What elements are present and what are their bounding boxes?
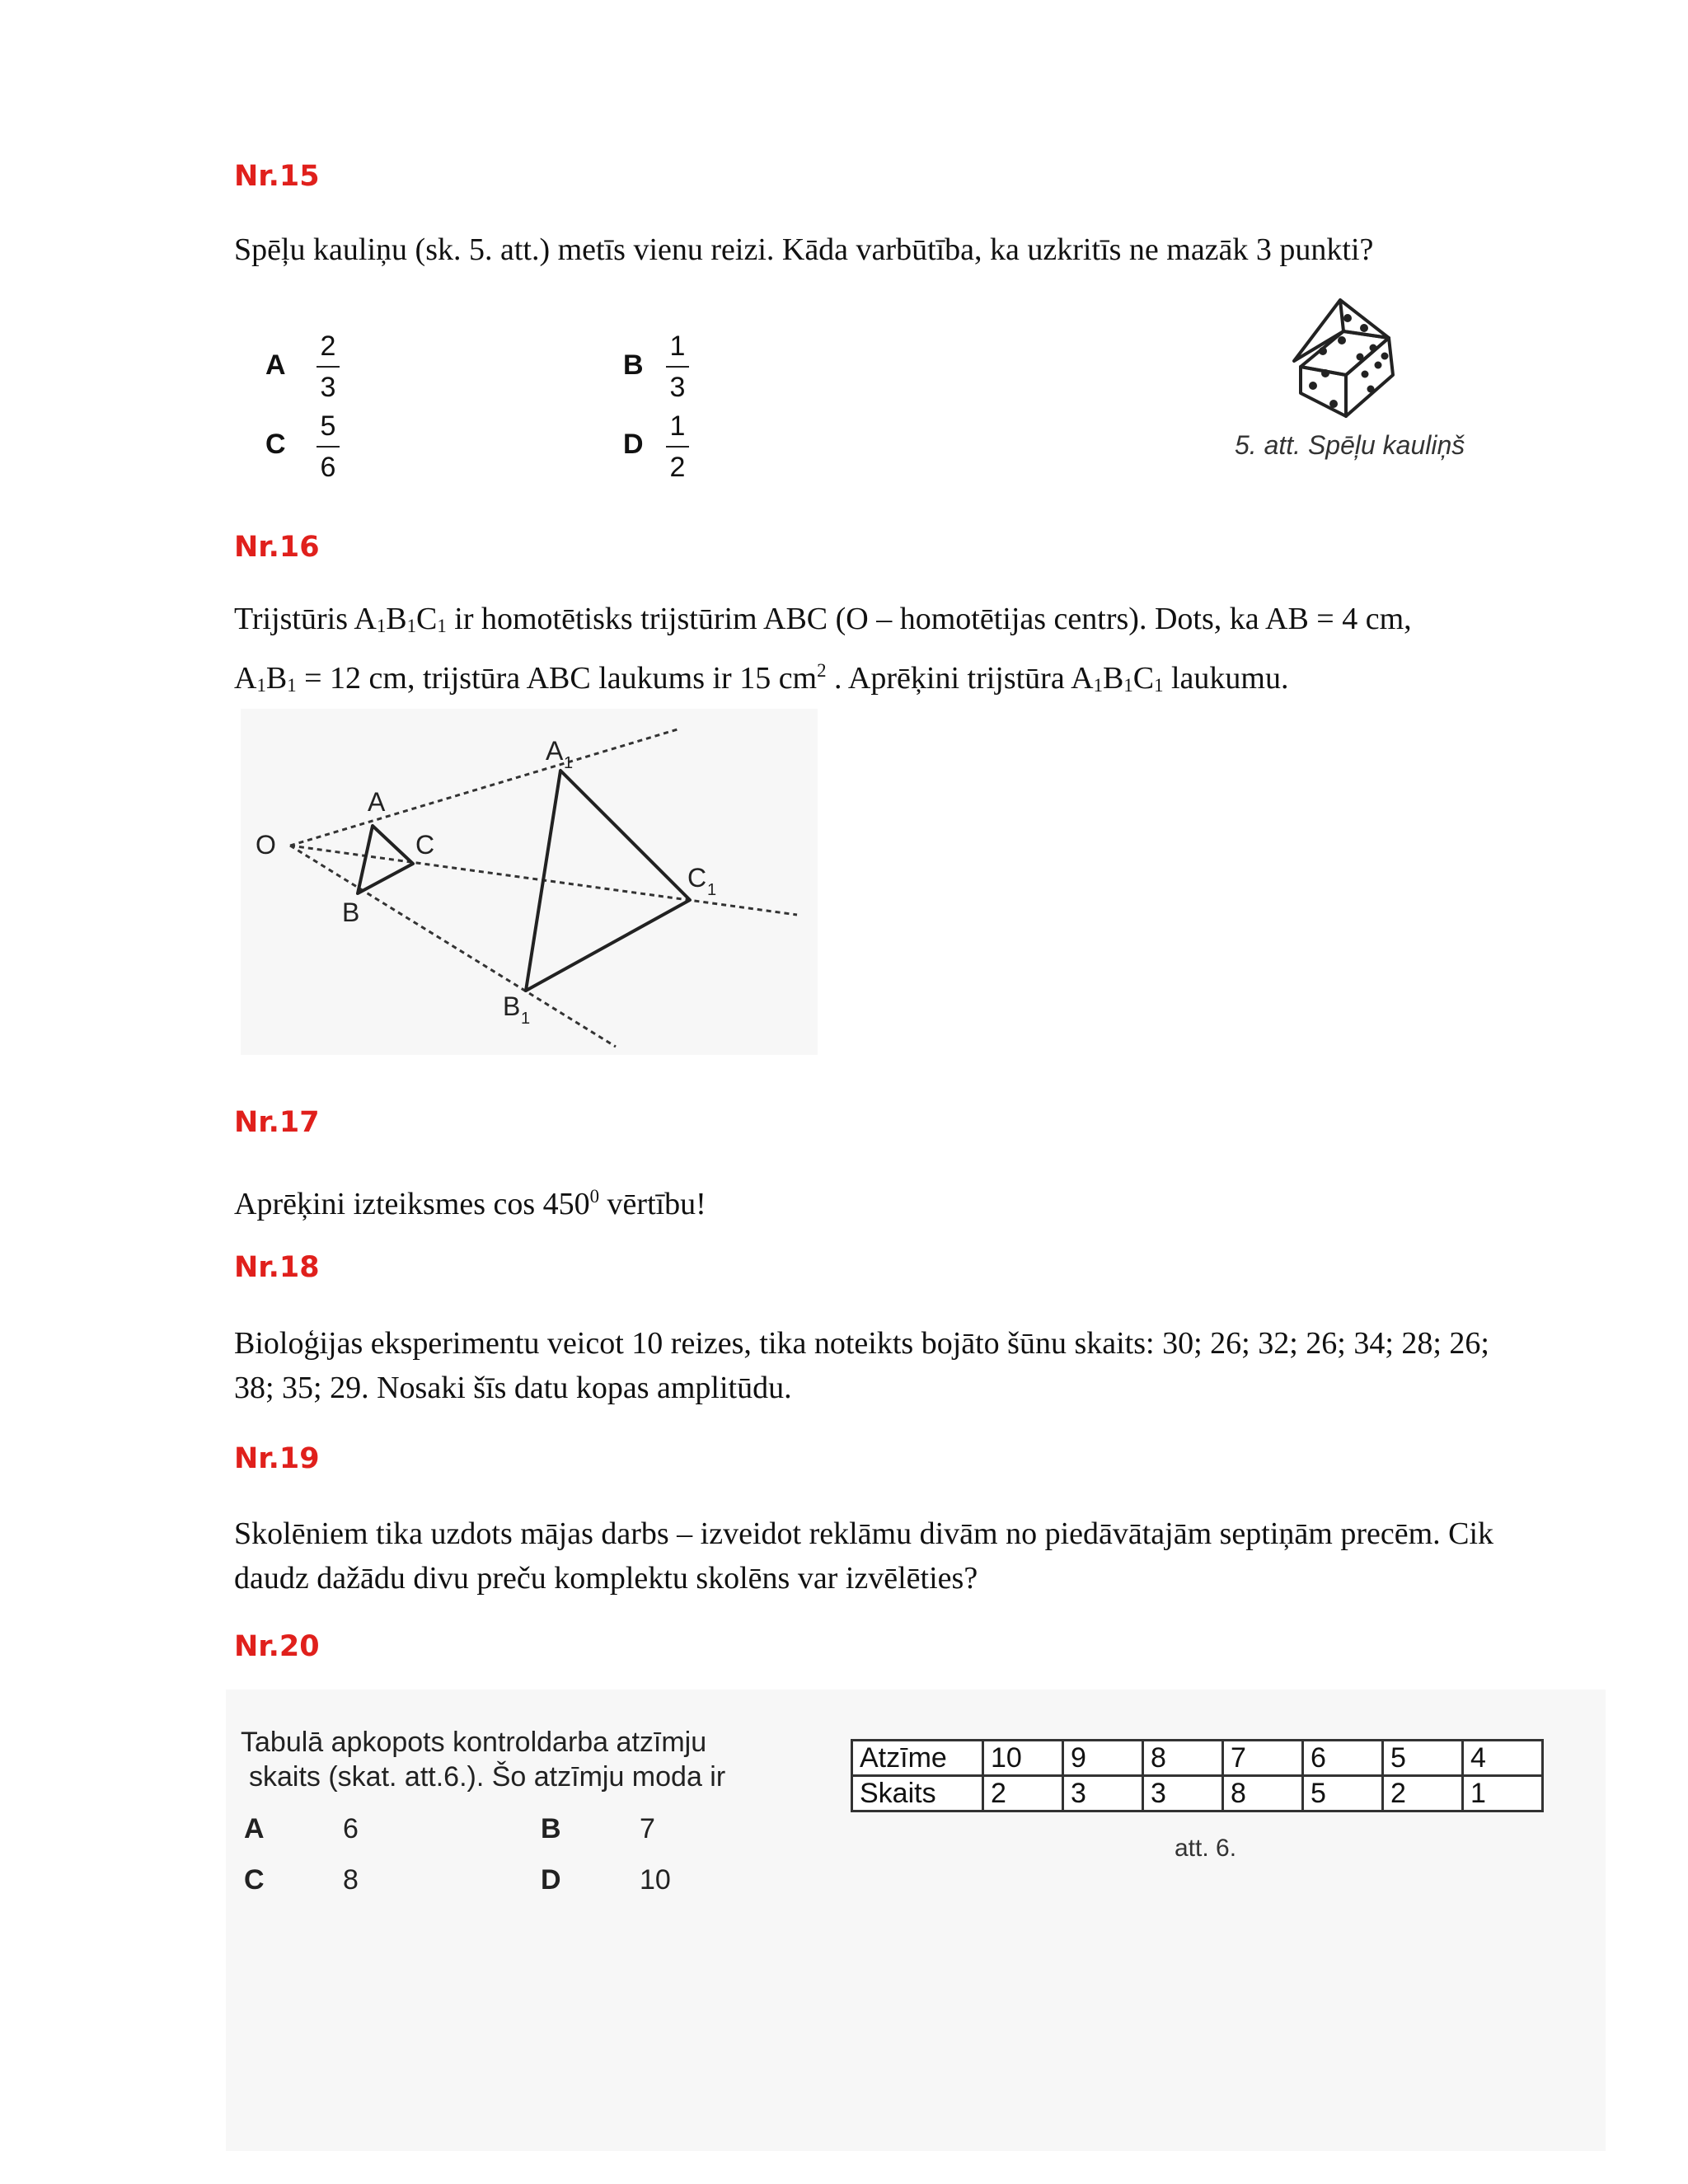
- label-c1: C: [687, 863, 707, 893]
- q20-option-b-letter: B: [541, 1813, 561, 1844]
- label-a1: A: [546, 736, 564, 766]
- q16-line-2: $A_1B_1 = 12$ cm, trijstūra ABC laukums ir 15 $cm^2$ . Aprēķini trijstūra $A_1B_1C_1$ laukumu.: [234, 660, 1289, 696]
- label-o: O: [256, 830, 276, 860]
- q15-option-c-letter: C: [265, 429, 286, 460]
- label-b: B: [342, 898, 360, 927]
- q20-option-d-letter: D: [541, 1864, 561, 1896]
- q19-heading: Nr.19: [234, 1442, 320, 1475]
- q15-option-c-fraction: 5 6: [312, 410, 345, 484]
- q20-question-text: Tabulā apkopots kontroldarba atzīmju skaits (skat. att.6.). Šo atzīmju moda ir: [241, 1727, 726, 1793]
- q19-text: Skolēniem tika uzdots mājas darbs – izveidot reklāmu divām no piedāvātajām septiņām precēm. Cik daudz dažādu divu preču komplektu skolēns var izvēlēties?: [234, 1516, 1494, 1596]
- q20-option-b-value: 7: [640, 1813, 655, 1844]
- label-a1-index: 1: [564, 754, 574, 772]
- q15-heading: Nr.15: [234, 160, 320, 193]
- q20-option-d-value: 10: [640, 1864, 671, 1896]
- q18-heading: Nr.18: [234, 1251, 320, 1284]
- label-a: A: [368, 787, 386, 817]
- q16-line-1: Trijstūris $A_1B_1C_1$ ir homotētisks trijstūrim ABC (O – homotētijas centrs). Dots, ka AB = 4 cm,: [234, 602, 1412, 636]
- table-cell: 4: [1463, 1741, 1543, 1776]
- label-c: C: [415, 830, 435, 860]
- triangle-abc: [358, 826, 413, 893]
- label-b1-index: 1: [521, 1010, 531, 1028]
- q20-option-a-letter: A: [244, 1813, 265, 1844]
- triangle-a1b1c1: [526, 771, 690, 991]
- homothety-figure: [241, 709, 818, 1055]
- q18-text: Bioloģijas eksperimentu veicot 10 reizes, tika noteikts bojāto šūnu skaits: 30; 26; 32; 26; 34; 28; 26; 38; 35; 29. Nosaki šīs datu kopas amplitūdu.: [234, 1326, 1489, 1405]
- table-cell: 8: [1223, 1776, 1303, 1811]
- table-row-grades: [852, 1741, 1543, 1776]
- q15-option-a-letter: A: [265, 349, 286, 381]
- table-cell: 7: [1223, 1741, 1303, 1776]
- q15-option-d-fraction: 1 2: [661, 410, 694, 484]
- q20-option-c-letter: C: [244, 1864, 265, 1896]
- table-cell: 2: [1383, 1776, 1463, 1811]
- dice-figure: [1286, 297, 1401, 424]
- q20-heading: Nr.20: [234, 1630, 320, 1663]
- table-caption: att. 6.: [1175, 1835, 1237, 1862]
- q17-heading: Nr.17: [234, 1106, 320, 1139]
- table-header-skaits: Skaits: [852, 1776, 983, 1811]
- table-cell: 9: [1063, 1741, 1143, 1776]
- q17-text: Aprēķini izteiksmes $\cos 450^0$ vērtību!: [234, 1186, 706, 1221]
- label-b1: B: [503, 991, 521, 1021]
- q15-option-b-letter: B: [623, 349, 644, 381]
- table-header-atzime: Atzīme: [852, 1741, 983, 1776]
- q16-text: [234, 597, 1503, 708]
- q15-text: Spēļu kauliņu (sk. 5. att.) metīs vienu reizi. Kāda varbūtība, ka uzkritīs ne mazāk 3 punkti?: [234, 232, 1374, 267]
- table-cell: 1: [1463, 1776, 1543, 1811]
- table-cell: 2: [983, 1776, 1063, 1811]
- label-c1-index: 1: [707, 881, 717, 899]
- table-cell: 3: [1143, 1776, 1223, 1811]
- q15-option-d-letter: D: [623, 429, 644, 460]
- table-cell: 6: [1303, 1741, 1383, 1776]
- grades-table: [851, 1739, 1544, 1812]
- table-row-counts: [852, 1776, 1543, 1811]
- q20-option-a-value: 6: [343, 1813, 359, 1844]
- q15-option-a-fraction: 2 3: [312, 330, 345, 404]
- table-cell: 8: [1143, 1741, 1223, 1776]
- table-cell: 3: [1063, 1776, 1143, 1811]
- q16-heading: Nr.16: [234, 531, 320, 564]
- table-cell: 5: [1303, 1776, 1383, 1811]
- table-cell: 10: [983, 1741, 1063, 1776]
- dice-caption: 5. att. Spēļu kauliņš: [1235, 430, 1465, 460]
- q20-option-c-value: 8: [343, 1864, 359, 1896]
- table-cell: 5: [1383, 1741, 1463, 1776]
- q15-option-b-fraction: 1 3: [661, 330, 694, 404]
